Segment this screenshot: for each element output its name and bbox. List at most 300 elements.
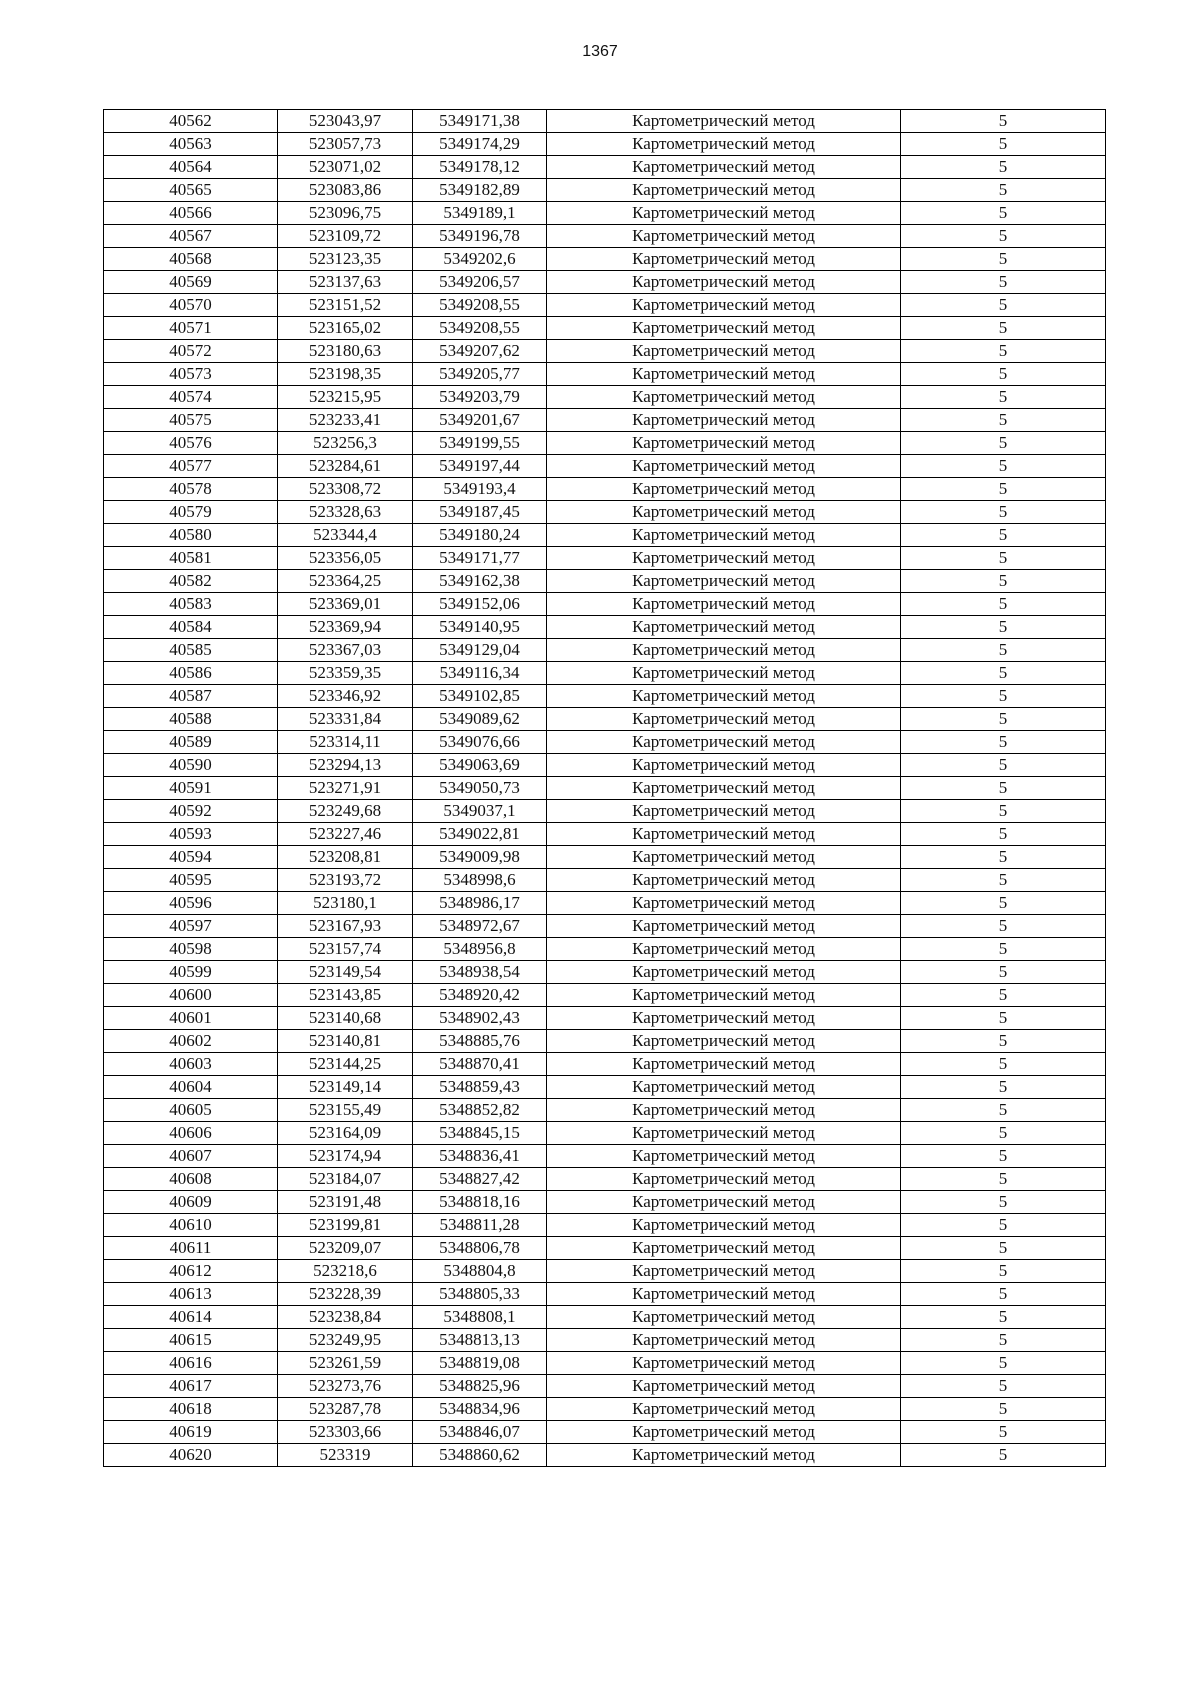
table-row [104,271,1106,294]
accuracy-cell: 5 [901,340,1106,363]
x-coordinate-cell: 523140,68 [278,1007,413,1030]
x-coordinate-cell: 523109,72 [278,225,413,248]
accuracy-cell: 5 [901,1076,1106,1099]
point-number-cell: 40586 [104,662,278,685]
method-cell: Картометрический метод [547,1076,901,1099]
x-coordinate-cell: 523164,09 [278,1122,413,1145]
method-cell: Картометрический метод [547,317,901,340]
method-cell: Картометрический метод [547,938,901,961]
x-coordinate-cell: 523096,75 [278,202,413,225]
x-coordinate-cell: 523043,97 [278,110,413,133]
table-row [104,869,1106,892]
method-cell: Картометрический метод [547,616,901,639]
x-coordinate-cell: 523083,86 [278,179,413,202]
accuracy-cell: 5 [901,248,1106,271]
table-row [104,777,1106,800]
table-row [104,225,1106,248]
y-coordinate-cell: 5349162,38 [413,570,547,593]
x-coordinate-cell: 523261,59 [278,1352,413,1375]
table-row [104,547,1106,570]
x-coordinate-cell: 523359,35 [278,662,413,685]
method-cell: Картометрический метод [547,294,901,317]
table-row [104,202,1106,225]
x-coordinate-cell: 523071,02 [278,156,413,179]
accuracy-cell: 5 [901,1283,1106,1306]
point-number-cell: 40616 [104,1352,278,1375]
table-row [104,1398,1106,1421]
x-coordinate-cell: 523228,39 [278,1283,413,1306]
y-coordinate-cell: 5348956,8 [413,938,547,961]
y-coordinate-cell: 5349178,12 [413,156,547,179]
method-cell: Картометрический метод [547,961,901,984]
table-row [104,800,1106,823]
table-row [104,1122,1106,1145]
accuracy-cell: 5 [901,1375,1106,1398]
x-coordinate-cell: 523184,07 [278,1168,413,1191]
point-number-cell: 40567 [104,225,278,248]
y-coordinate-cell: 5349037,1 [413,800,547,823]
x-coordinate-cell: 523331,84 [278,708,413,731]
point-number-cell: 40587 [104,685,278,708]
method-cell: Картометрический метод [547,1145,901,1168]
method-cell: Картометрический метод [547,1214,901,1237]
x-coordinate-cell: 523249,68 [278,800,413,823]
point-number-cell: 40591 [104,777,278,800]
x-coordinate-cell: 523256,3 [278,432,413,455]
method-cell: Картометрический метод [547,1352,901,1375]
accuracy-cell: 5 [901,1398,1106,1421]
x-coordinate-cell: 523198,35 [278,363,413,386]
y-coordinate-cell: 5349076,66 [413,731,547,754]
method-cell: Картометрический метод [547,593,901,616]
point-number-cell: 40612 [104,1260,278,1283]
table-row [104,1421,1106,1444]
x-coordinate-cell: 523144,25 [278,1053,413,1076]
x-coordinate-cell: 523208,81 [278,846,413,869]
point-number-cell: 40583 [104,593,278,616]
table-row [104,1030,1106,1053]
x-coordinate-cell: 523273,76 [278,1375,413,1398]
point-number-cell: 40590 [104,754,278,777]
point-number-cell: 40562 [104,110,278,133]
point-number-cell: 40613 [104,1283,278,1306]
x-coordinate-cell: 523143,85 [278,984,413,1007]
x-coordinate-cell: 523149,54 [278,961,413,984]
accuracy-cell: 5 [901,202,1106,225]
x-coordinate-cell: 523155,49 [278,1099,413,1122]
table-row [104,1329,1106,1352]
y-coordinate-cell: 5349203,79 [413,386,547,409]
method-cell: Картометрический метод [547,156,901,179]
table-row [104,639,1106,662]
accuracy-cell: 5 [901,754,1106,777]
table-row [104,846,1106,869]
accuracy-cell: 5 [901,1122,1106,1145]
table-row [104,1007,1106,1030]
x-coordinate-cell: 523140,81 [278,1030,413,1053]
accuracy-cell: 5 [901,685,1106,708]
point-number-cell: 40615 [104,1329,278,1352]
x-coordinate-cell: 523344,4 [278,524,413,547]
method-cell: Картометрический метод [547,846,901,869]
y-coordinate-cell: 5348870,41 [413,1053,547,1076]
table-row [104,915,1106,938]
method-cell: Картометрический метод [547,1444,901,1467]
method-cell: Картометрический метод [547,1122,901,1145]
y-coordinate-cell: 5349182,89 [413,179,547,202]
y-coordinate-cell: 5348938,54 [413,961,547,984]
x-coordinate-cell: 523356,05 [278,547,413,570]
y-coordinate-cell: 5348834,96 [413,1398,547,1421]
y-coordinate-cell: 5349189,1 [413,202,547,225]
method-cell: Картометрический метод [547,984,901,1007]
point-number-cell: 40620 [104,1444,278,1467]
accuracy-cell: 5 [901,915,1106,938]
accuracy-cell: 5 [901,547,1106,570]
y-coordinate-cell: 5348972,67 [413,915,547,938]
method-cell: Картометрический метод [547,248,901,271]
y-coordinate-cell: 5348806,78 [413,1237,547,1260]
accuracy-cell: 5 [901,892,1106,915]
table-row [104,110,1106,133]
table-row [104,317,1106,340]
accuracy-cell: 5 [901,1421,1106,1444]
table-row [104,1053,1106,1076]
accuracy-cell: 5 [901,593,1106,616]
point-number-cell: 40595 [104,869,278,892]
x-coordinate-cell: 523238,84 [278,1306,413,1329]
y-coordinate-cell: 5349197,44 [413,455,547,478]
point-number-cell: 40611 [104,1237,278,1260]
point-number-cell: 40602 [104,1030,278,1053]
table-row [104,938,1106,961]
accuracy-cell: 5 [901,570,1106,593]
x-coordinate-cell: 523218,6 [278,1260,413,1283]
y-coordinate-cell: 5348852,82 [413,1099,547,1122]
method-cell: Картометрический метод [547,869,901,892]
y-coordinate-cell: 5348986,17 [413,892,547,915]
table-row [104,961,1106,984]
table-row [104,984,1106,1007]
x-coordinate-cell: 523346,92 [278,685,413,708]
y-coordinate-cell: 5349187,45 [413,501,547,524]
x-coordinate-cell: 523303,66 [278,1421,413,1444]
accuracy-cell: 5 [901,271,1106,294]
y-coordinate-cell: 5348902,43 [413,1007,547,1030]
x-coordinate-cell: 523209,07 [278,1237,413,1260]
page-number: 1367 [582,43,618,60]
method-cell: Картометрический метод [547,1191,901,1214]
point-number-cell: 40617 [104,1375,278,1398]
y-coordinate-cell: 5349202,6 [413,248,547,271]
x-coordinate-cell: 523165,02 [278,317,413,340]
y-coordinate-cell: 5348860,62 [413,1444,547,1467]
accuracy-cell: 5 [901,639,1106,662]
table-row [104,593,1106,616]
table-row [104,662,1106,685]
x-coordinate-cell: 523227,46 [278,823,413,846]
table-row [104,616,1106,639]
table-row [104,179,1106,202]
table-row [104,1260,1106,1283]
point-number-cell: 40576 [104,432,278,455]
table-row [104,363,1106,386]
y-coordinate-cell: 5349196,78 [413,225,547,248]
method-cell: Картометрический метод [547,754,901,777]
y-coordinate-cell: 5349199,55 [413,432,547,455]
y-coordinate-cell: 5348808,1 [413,1306,547,1329]
point-number-cell: 40614 [104,1306,278,1329]
x-coordinate-cell: 523180,63 [278,340,413,363]
x-coordinate-cell: 523369,94 [278,616,413,639]
point-number-cell: 40578 [104,478,278,501]
point-number-cell: 40565 [104,179,278,202]
x-coordinate-cell: 523287,78 [278,1398,413,1421]
table-row [104,1214,1106,1237]
y-coordinate-cell: 5349193,4 [413,478,547,501]
x-coordinate-cell: 523174,94 [278,1145,413,1168]
accuracy-cell: 5 [901,501,1106,524]
method-cell: Картометрический метод [547,662,901,685]
x-coordinate-cell: 523199,81 [278,1214,413,1237]
x-coordinate-cell: 523193,72 [278,869,413,892]
point-number-cell: 40601 [104,1007,278,1030]
point-number-cell: 40581 [104,547,278,570]
point-number-cell: 40596 [104,892,278,915]
y-coordinate-cell: 5348885,76 [413,1030,547,1053]
accuracy-cell: 5 [901,1168,1106,1191]
accuracy-cell: 5 [901,1030,1106,1053]
method-cell: Картометрический метод [547,409,901,432]
accuracy-cell: 5 [901,1260,1106,1283]
accuracy-cell: 5 [901,1352,1106,1375]
table-row [104,1076,1106,1099]
point-number-cell: 40564 [104,156,278,179]
point-number-cell: 40618 [104,1398,278,1421]
point-number-cell: 40588 [104,708,278,731]
y-coordinate-cell: 5348818,16 [413,1191,547,1214]
point-number-cell: 40569 [104,271,278,294]
method-cell: Картометрический метод [547,179,901,202]
accuracy-cell: 5 [901,1099,1106,1122]
point-number-cell: 40606 [104,1122,278,1145]
method-cell: Картометрический метод [547,432,901,455]
point-number-cell: 40604 [104,1076,278,1099]
accuracy-cell: 5 [901,1145,1106,1168]
x-coordinate-cell: 523215,95 [278,386,413,409]
table-row [104,1306,1106,1329]
method-cell: Картометрический метод [547,363,901,386]
table-row [104,1283,1106,1306]
point-number-cell: 40579 [104,501,278,524]
point-number-cell: 40584 [104,616,278,639]
x-coordinate-cell: 523149,14 [278,1076,413,1099]
accuracy-cell: 5 [901,317,1106,340]
table-row [104,1375,1106,1398]
table-row [104,524,1106,547]
method-cell: Картометрический метод [547,547,901,570]
x-coordinate-cell: 523191,48 [278,1191,413,1214]
point-number-cell: 40603 [104,1053,278,1076]
method-cell: Картометрический метод [547,455,901,478]
table-row [104,1099,1106,1122]
y-coordinate-cell: 5348805,33 [413,1283,547,1306]
x-coordinate-cell: 523167,93 [278,915,413,938]
point-number-cell: 40600 [104,984,278,1007]
table-row [104,1352,1106,1375]
method-cell: Картометрический метод [547,133,901,156]
method-cell: Картометрический метод [547,1099,901,1122]
method-cell: Картометрический метод [547,1053,901,1076]
y-coordinate-cell: 5349129,04 [413,639,547,662]
y-coordinate-cell: 5349009,98 [413,846,547,869]
point-number-cell: 40593 [104,823,278,846]
point-number-cell: 40563 [104,133,278,156]
y-coordinate-cell: 5349050,73 [413,777,547,800]
table-row [104,409,1106,432]
y-coordinate-cell: 5349140,95 [413,616,547,639]
point-number-cell: 40573 [104,363,278,386]
accuracy-cell: 5 [901,1053,1106,1076]
accuracy-cell: 5 [901,1191,1106,1214]
y-coordinate-cell: 5348836,41 [413,1145,547,1168]
x-coordinate-cell: 523294,13 [278,754,413,777]
x-coordinate-cell: 523319 [278,1444,413,1467]
table-row [104,478,1106,501]
accuracy-cell: 5 [901,938,1106,961]
x-coordinate-cell: 523137,63 [278,271,413,294]
table-row [104,708,1106,731]
y-coordinate-cell: 5349089,62 [413,708,547,731]
table-row [104,386,1106,409]
accuracy-cell: 5 [901,1306,1106,1329]
method-cell: Картометрический метод [547,340,901,363]
method-cell: Картометрический метод [547,1306,901,1329]
accuracy-cell: 5 [901,708,1106,731]
accuracy-cell: 5 [901,110,1106,133]
x-coordinate-cell: 523284,61 [278,455,413,478]
y-coordinate-cell: 5348846,07 [413,1421,547,1444]
table-row [104,340,1106,363]
method-cell: Картометрический метод [547,478,901,501]
method-cell: Картометрический метод [547,708,901,731]
point-number-cell: 40585 [104,639,278,662]
x-coordinate-cell: 523271,91 [278,777,413,800]
method-cell: Картометрический метод [547,731,901,754]
method-cell: Картометрический метод [547,823,901,846]
accuracy-cell: 5 [901,616,1106,639]
method-cell: Картометрический метод [547,892,901,915]
accuracy-cell: 5 [901,386,1106,409]
accuracy-cell: 5 [901,731,1106,754]
method-cell: Картометрический метод [547,1283,901,1306]
point-number-cell: 40594 [104,846,278,869]
method-cell: Картометрический метод [547,1260,901,1283]
y-coordinate-cell: 5349208,55 [413,294,547,317]
method-cell: Картометрический метод [547,1007,901,1030]
y-coordinate-cell: 5349063,69 [413,754,547,777]
method-cell: Картометрический метод [547,1329,901,1352]
y-coordinate-cell: 5348819,08 [413,1352,547,1375]
table-row [104,432,1106,455]
accuracy-cell: 5 [901,1237,1106,1260]
accuracy-cell: 5 [901,777,1106,800]
y-coordinate-cell: 5349171,77 [413,547,547,570]
point-number-cell: 40566 [104,202,278,225]
accuracy-cell: 5 [901,1214,1106,1237]
method-cell: Картометрический метод [547,524,901,547]
accuracy-cell: 5 [901,1007,1106,1030]
y-coordinate-cell: 5348825,96 [413,1375,547,1398]
y-coordinate-cell: 5348998,6 [413,869,547,892]
method-cell: Картометрический метод [547,225,901,248]
point-number-cell: 40571 [104,317,278,340]
table-row [104,501,1106,524]
y-coordinate-cell: 5349152,06 [413,593,547,616]
y-coordinate-cell: 5349205,77 [413,363,547,386]
table-row [104,731,1106,754]
point-number-cell: 40582 [104,570,278,593]
table-row [104,570,1106,593]
method-cell: Картометрический метод [547,1168,901,1191]
y-coordinate-cell: 5349171,38 [413,110,547,133]
y-coordinate-cell: 5348827,42 [413,1168,547,1191]
point-number-cell: 40570 [104,294,278,317]
point-number-cell: 40580 [104,524,278,547]
point-number-cell: 40608 [104,1168,278,1191]
x-coordinate-cell: 523123,35 [278,248,413,271]
point-number-cell: 40605 [104,1099,278,1122]
accuracy-cell: 5 [901,984,1106,1007]
method-cell: Картометрический метод [547,271,901,294]
method-cell: Картометрический метод [547,777,901,800]
accuracy-cell: 5 [901,225,1106,248]
y-coordinate-cell: 5348920,42 [413,984,547,1007]
coordinates-table-body [104,110,1106,1467]
table-row [104,1191,1106,1214]
table-row [104,754,1106,777]
accuracy-cell: 5 [901,133,1106,156]
method-cell: Картометрический метод [547,110,901,133]
point-number-cell: 40577 [104,455,278,478]
x-coordinate-cell: 523151,52 [278,294,413,317]
accuracy-cell: 5 [901,961,1106,984]
table-row [104,892,1106,915]
x-coordinate-cell: 523157,74 [278,938,413,961]
point-number-cell: 40575 [104,409,278,432]
x-coordinate-cell: 523249,95 [278,1329,413,1352]
point-number-cell: 40607 [104,1145,278,1168]
method-cell: Картометрический метод [547,202,901,225]
point-number-cell: 40572 [104,340,278,363]
point-number-cell: 40574 [104,386,278,409]
accuracy-cell: 5 [901,662,1106,685]
method-cell: Картометрический метод [547,915,901,938]
y-coordinate-cell: 5348811,28 [413,1214,547,1237]
x-coordinate-cell: 523367,03 [278,639,413,662]
x-coordinate-cell: 523369,01 [278,593,413,616]
y-coordinate-cell: 5349102,85 [413,685,547,708]
table-row [104,294,1106,317]
y-coordinate-cell: 5349207,62 [413,340,547,363]
method-cell: Картометрический метод [547,386,901,409]
accuracy-cell: 5 [901,869,1106,892]
accuracy-cell: 5 [901,1329,1106,1352]
table-row [104,455,1106,478]
y-coordinate-cell: 5349022,81 [413,823,547,846]
method-cell: Картометрический метод [547,685,901,708]
table-row [104,133,1106,156]
